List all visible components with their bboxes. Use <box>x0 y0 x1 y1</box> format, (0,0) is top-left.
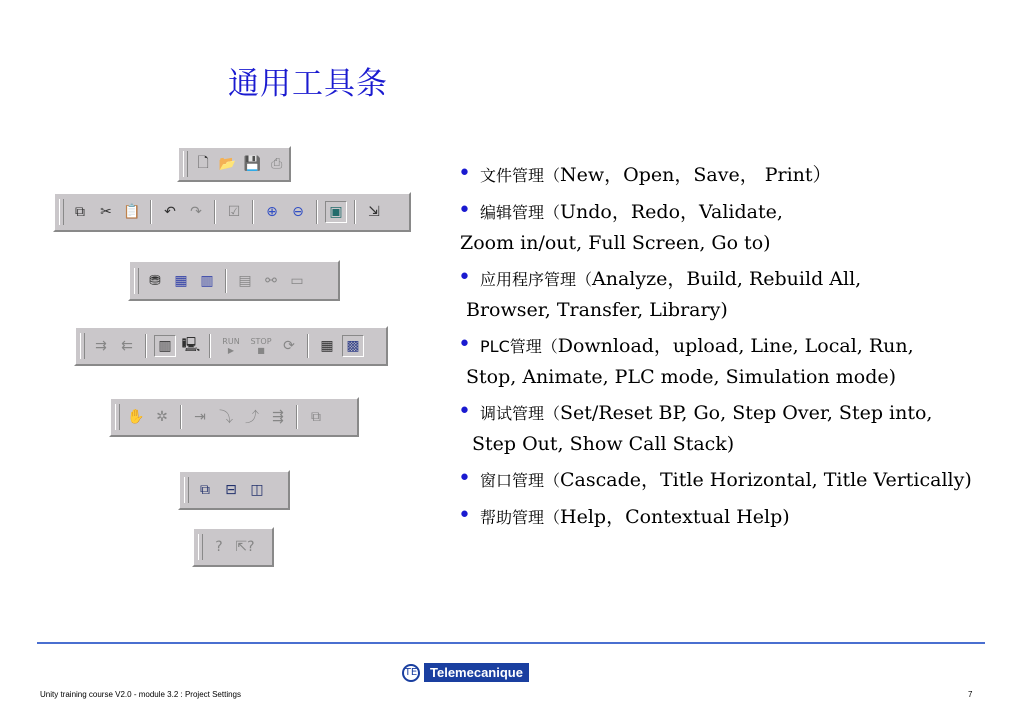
toolbar-separator <box>180 405 182 429</box>
toolbar-separator <box>145 334 147 358</box>
toolbar-separator <box>296 405 298 429</box>
bullet-icon: • <box>458 161 471 186</box>
go-icon[interactable]: ✲ <box>156 409 168 425</box>
run-label: RUN <box>222 337 240 346</box>
toolbar-separator <box>150 200 152 224</box>
toolbar-grip[interactable] <box>198 534 203 560</box>
line-icon[interactable]: ▥ <box>154 335 176 357</box>
page-number: 7 <box>968 690 973 699</box>
tile-horizontal-icon[interactable]: ⊟ <box>225 482 237 498</box>
library-icon[interactable]: ▭ <box>290 272 304 289</box>
slide-title: 通用工具条 <box>228 66 388 102</box>
plc-mode-icon[interactable]: ▦ <box>320 338 334 354</box>
zoom-out-icon[interactable]: ⊖ <box>292 204 304 220</box>
build-icon[interactable]: ▦ <box>174 272 188 289</box>
cut-icon[interactable]: ✂ <box>100 204 112 220</box>
footer-rule <box>37 642 985 644</box>
debug-toolbar <box>109 397 359 437</box>
paste-icon[interactable]: 📋 <box>123 204 141 220</box>
bullet-icon: • <box>458 466 471 491</box>
local-icon[interactable]: 🖳 <box>181 337 201 353</box>
toolbar-grip[interactable] <box>59 199 64 225</box>
full-screen-icon[interactable]: ▣ <box>325 201 347 223</box>
logo-name: Telemecanique <box>424 663 529 682</box>
toolbar-grip[interactable] <box>134 268 139 294</box>
animate-icon[interactable]: ⟳ <box>283 338 295 354</box>
undo-icon[interactable]: ↶ <box>164 204 176 220</box>
step-into-icon[interactable]: ⤵ <box>219 410 233 426</box>
tile-vertical-icon[interactable]: ◫ <box>250 482 264 498</box>
run-icon[interactable]: RUN ▶ <box>222 337 240 355</box>
contextual-help-icon[interactable]: ⇱? <box>235 539 255 555</box>
new-icon[interactable]: 🗋 <box>197 155 209 171</box>
toolbar-separator <box>307 334 309 358</box>
application-toolbar <box>128 260 340 301</box>
upload-icon[interactable]: ⇇ <box>121 338 133 354</box>
rebuild-all-icon[interactable]: ▥ <box>200 272 214 289</box>
bullet-icon: • <box>458 265 471 290</box>
transfer-icon[interactable]: ⚯ <box>265 272 277 289</box>
go-to-icon[interactable]: ⇲ <box>368 204 380 220</box>
bullet-icon: • <box>458 399 471 424</box>
toolbar-separator <box>316 200 318 224</box>
download-icon[interactable]: ⇉ <box>95 338 107 354</box>
footer-course-text: Unity training course V2.0 - module 3.2 : Project Settings <box>40 690 241 699</box>
toolbar-separator <box>252 200 254 224</box>
toolbar-separator <box>225 269 227 293</box>
plc-toolbar <box>74 326 388 366</box>
set-reset-bp-icon[interactable]: ✋ <box>127 409 145 425</box>
toolbar-separator <box>209 334 211 358</box>
save-icon[interactable]: 💾 <box>243 156 261 172</box>
toolbar-grip[interactable] <box>184 477 189 503</box>
redo-icon[interactable]: ↷ <box>190 204 202 220</box>
window-toolbar <box>178 470 290 510</box>
bullet-icon: • <box>458 503 471 528</box>
bullet-icon: • <box>458 332 471 357</box>
print-icon[interactable]: ⎙ <box>271 156 283 172</box>
logo-mark-icon: TE <box>402 664 420 682</box>
toolbar-description-list <box>458 160 1018 539</box>
list-item: • 帮助管理（Help，Contextual Help) <box>458 502 1018 533</box>
cascade-icon[interactable]: ⧉ <box>200 482 210 498</box>
list-item: • 应用程序管理（Analyze，Build, Rebuild All, Browser, Transfer, Library) <box>458 265 862 321</box>
file-toolbar <box>177 146 291 182</box>
step-out-icon[interactable]: ⤴ <box>245 410 259 426</box>
validate-icon[interactable]: ☑ <box>227 204 241 220</box>
toolbar-grip[interactable] <box>80 333 85 359</box>
browser-icon[interactable]: ▤ <box>238 272 252 289</box>
analyze-icon[interactable]: ⛃ <box>149 272 161 289</box>
show-call-stack-icon[interactable]: ⇶ <box>272 409 284 425</box>
list-item: • PLC管理（Download，upload, Line, Local, Run, Stop, Animate, PLC mode, Simulation mode) <box>458 332 914 388</box>
stop-icon[interactable]: STOP ■ <box>250 337 272 355</box>
simulation-mode-icon[interactable]: ▩ <box>342 335 364 357</box>
toolbar-separator <box>354 200 356 224</box>
step-over-icon[interactable]: ⇥ <box>194 409 206 425</box>
help-toolbar <box>192 527 274 567</box>
list-item: • 调试管理（Set/Reset BP, Go, Step Over, Step into, Step Out, Show Call Stack) <box>458 399 933 455</box>
copy-icon[interactable]: ⧉ <box>75 204 85 220</box>
edit-toolbar <box>53 192 411 232</box>
help-icon[interactable]: ? <box>215 539 223 555</box>
zoom-in-icon[interactable]: ⊕ <box>266 204 278 220</box>
open-icon[interactable]: 📂 <box>218 156 237 172</box>
toolbar-grip[interactable] <box>115 404 120 430</box>
stop-label: STOP <box>250 337 272 346</box>
toolbar-grip[interactable] <box>183 151 188 177</box>
list-item: • 窗口管理（Cascade，Title Horizontal, Title Vertically) <box>458 465 1018 496</box>
list-item: • 文件管理（New，Open，Save， Print） <box>458 160 1018 191</box>
browser-extra-icon[interactable]: ⧉ <box>311 409 321 425</box>
list-item: • 编辑管理（Undo，Redo，Validate, Zoom in/out, Full Screen, Go to) <box>458 198 783 254</box>
toolbar-separator <box>214 200 216 224</box>
bullet-icon: • <box>458 198 471 223</box>
telemecanique-logo <box>402 663 529 682</box>
